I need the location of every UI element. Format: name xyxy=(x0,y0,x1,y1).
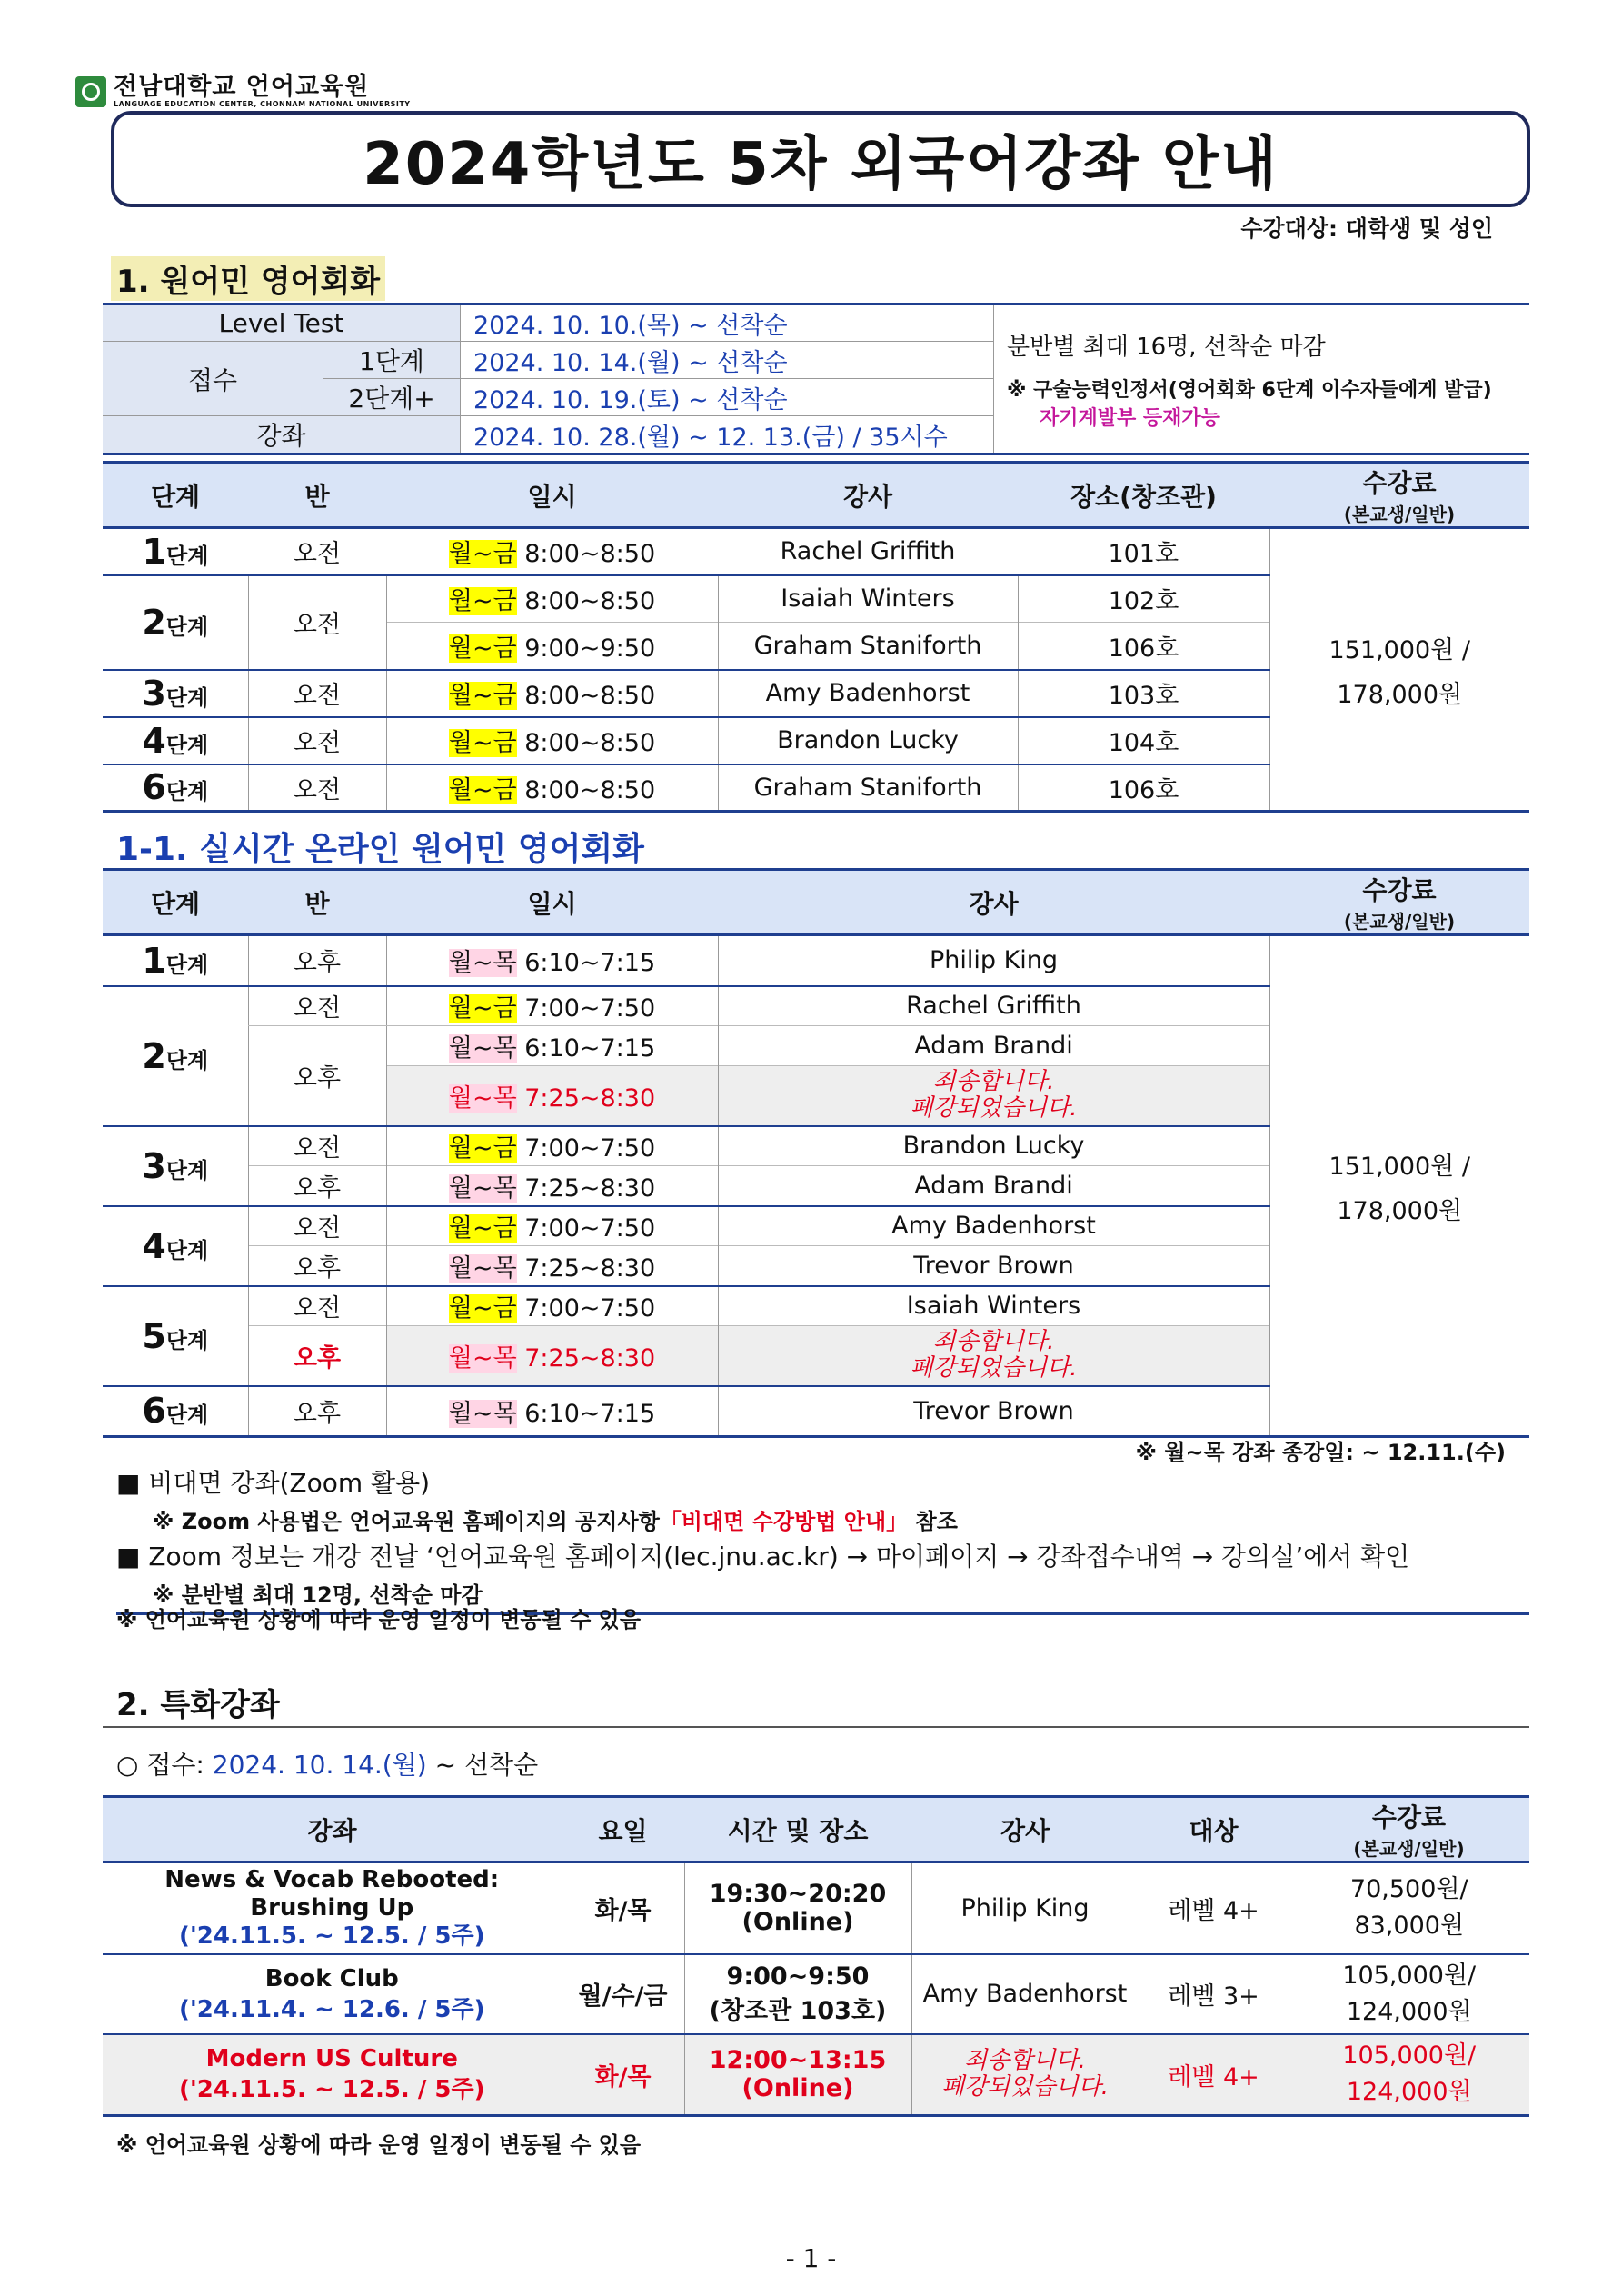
sec1-notes xyxy=(994,304,1530,454)
day-cell: 화/목 xyxy=(562,2034,684,2116)
level-cell: 6단계 xyxy=(142,1391,209,1432)
class-cell: 오후 xyxy=(248,1386,386,1437)
room-cell: 101호 xyxy=(1108,540,1179,569)
fee-cell: 70,500원/ 83,000원 xyxy=(1289,1862,1529,1954)
registration-label: 접수 xyxy=(103,342,323,416)
teacher-cell: Brandon Lucky xyxy=(718,717,1018,764)
teacher-cell: Adam Brandi xyxy=(718,1166,1269,1206)
class-cell: 오전 xyxy=(248,986,386,1026)
day-cell: 화/목 xyxy=(562,1862,684,1954)
teacher-cell: Philip King xyxy=(911,1862,1139,1954)
zoom-info-bullet: ■ Zoom 정보는 개강 전날 ‘언어교육원 홈페이지(lec.jnu.ac.kr) → 마이페이지 → 강좌접수내역 → 강의실’에서 확인 xyxy=(116,1542,1410,1572)
level-cell: 4단계 xyxy=(103,1206,248,1286)
schedule-cell: 월~목 6:10~7:15 xyxy=(386,935,718,986)
time-place-cell: 19:30~20:20 (Online) xyxy=(684,1862,911,1954)
room-cell: 102호 xyxy=(1018,575,1269,623)
target-cell: 레벨 4+ xyxy=(1139,2034,1289,2116)
level-cell: 3단계 xyxy=(142,673,209,714)
fee-header: 수강료 xyxy=(1362,468,1437,498)
table-row-cancelled xyxy=(103,2034,1529,2116)
schedule-change-note: ※ 언어교육원 상황에 따라 운영 일정이 변동될 수 있음 xyxy=(116,1607,642,1632)
fee-header: 수강료 xyxy=(1371,1802,1447,1832)
room-cell: 103호 xyxy=(1018,670,1269,717)
teacher-cell: Amy Badenhorst xyxy=(911,1954,1139,2034)
time-place-cell: 12:00~13:15 (Online) xyxy=(684,2034,911,2116)
page-title: 2024학년도 5차 외국어강좌 안내 xyxy=(111,111,1530,207)
teacher-cell: Amy Badenhorst xyxy=(718,1206,1269,1246)
class-cell: 오후 xyxy=(248,1166,386,1206)
class-size-note: 분반별 최대 16명, 선착순 마감 xyxy=(1007,333,1326,361)
target-cell: 레벨 4+ xyxy=(1139,1862,1289,1954)
schedule-cell: 월~목 7:25~8:30 xyxy=(386,1326,718,1386)
cancelled-notice: 죄송합니다. 폐강되었습니다. xyxy=(911,2034,1139,2116)
fee-cell xyxy=(1269,528,1529,812)
schedule-cell: 월~금 9:00~9:50 xyxy=(386,623,718,670)
logo-title: 전남대학교 언어교육원 xyxy=(114,73,370,101)
page-number: - 1 - xyxy=(785,2243,837,2273)
class-cell: 오후 xyxy=(248,1326,386,1386)
table-row xyxy=(103,528,1529,575)
schedule-change-note-2: ※ 언어교육원 상황에 따라 운영 일정이 변동될 수 있음 xyxy=(116,2132,642,2158)
teacher-cell: Adam Brandi xyxy=(718,1026,1269,1066)
col-class: 반 xyxy=(248,463,386,528)
col-schedule: 일시 xyxy=(386,463,718,528)
online-class-size-note: ※ 분반별 최대 12명, 선착순 마감 xyxy=(153,1582,483,1608)
fee-header-sub: (본교생/일반) xyxy=(1343,504,1456,525)
fee-cell xyxy=(1269,935,1529,1437)
course-cell: News & Vocab Rebooted: Brushing Up ('24.11.5. ~ 12.5. / 5주) xyxy=(164,1865,500,1950)
table-row xyxy=(103,1954,1529,2034)
col-day: 요일 xyxy=(562,1797,684,1862)
schedule-cell: 월~금 8:00~8:50 xyxy=(448,540,656,569)
schedule-cell: 월~목 7:25~8:30 xyxy=(386,1166,718,1206)
teacher-cell: Isaiah Winters xyxy=(718,1286,1269,1326)
certificate-note: ※ 구술능력인정서(영어회화 6단계 이수자들에게 발급) xyxy=(1007,378,1492,402)
fee-header-sub: (본교생/일반) xyxy=(1343,911,1456,933)
sec1-schedule-table xyxy=(103,461,1529,813)
section2-rule xyxy=(103,1726,1529,1728)
col-teacher: 강사 xyxy=(718,463,1018,528)
reg-stage1-date: 2024. 10. 14.(월) ~ 선착순 xyxy=(461,342,994,379)
course-period-value: 2024. 10. 28.(월) ~ 12. 13.(금) / 35시수 xyxy=(461,416,994,454)
schedule-cell: 월~목 6:10~7:15 xyxy=(386,1026,718,1066)
col-course: 강좌 xyxy=(103,1797,562,1862)
sec1-info-table xyxy=(103,303,1529,455)
course-period-label: 강좌 xyxy=(103,416,461,454)
cancelled-notice: 죄송합니다. 폐강되었습니다. xyxy=(718,1066,1269,1126)
room-cell: 106호 xyxy=(1018,623,1269,670)
section1-1-heading: 1-1. 실시간 온라인 원어민 영어회화 xyxy=(116,831,644,868)
schedule-cell: 월~금 7:00~7:50 xyxy=(386,986,718,1026)
class-cell: 오전 xyxy=(248,717,386,764)
schedule-cell: 월~목 7:25~8:30 xyxy=(386,1066,718,1126)
level-test-date: 2024. 10. 10.(목) ~ 선착순 xyxy=(461,304,994,342)
col-teacher: 강사 xyxy=(911,1797,1139,1862)
col-target: 대상 xyxy=(1139,1797,1289,1862)
level-cell: 2단계 xyxy=(103,986,248,1126)
col-fee xyxy=(1269,870,1529,935)
level-cell: 1단계 xyxy=(142,940,209,981)
level-cell: 3단계 xyxy=(103,1126,248,1206)
schedule-cell: 월~금 8:00~8:50 xyxy=(386,764,718,812)
teacher-cell: Brandon Lucky xyxy=(718,1126,1269,1166)
zoom-usage-note: ※ Zoom 사용법은 언어교육원 홈페이지의 공지사항「비대면 수강방법 안내」 참조 xyxy=(153,1509,958,1534)
cancelled-notice: 죄송합니다. 폐강되었습니다. xyxy=(718,1326,1269,1386)
col-time-place: 시간 및 장소 xyxy=(684,1797,911,1862)
online-notes xyxy=(116,1463,1529,1615)
teacher-cell: Trevor Brown xyxy=(718,1246,1269,1286)
fee-line1: 151,000원 / xyxy=(1328,635,1470,664)
target-audience: 수강대상: 대학생 및 성인 xyxy=(1240,215,1493,242)
reg-stage2-date: 2024. 10. 19.(토) ~ 선착순 xyxy=(461,379,994,416)
level-cell: 1단계 xyxy=(142,531,209,572)
class-cell: 오전 xyxy=(248,764,386,812)
fee-header: 수강료 xyxy=(1362,875,1437,905)
level-cell: 6단계 xyxy=(142,767,209,808)
teacher-cell: Philip King xyxy=(718,935,1269,986)
fee-cell: 105,000원/ 124,000원 xyxy=(1289,2034,1529,2116)
end-date-note: ※ 월~목 강좌 종강일: ~ 12.11.(수) xyxy=(1135,1440,1506,1465)
class-cell: 오후 xyxy=(248,935,386,986)
schedule-cell: 월~금 8:00~8:50 xyxy=(386,575,718,623)
special-course-table xyxy=(103,1795,1529,2117)
class-cell: 오전 xyxy=(248,1126,386,1166)
teacher-cell: Rachel Griffith xyxy=(718,986,1269,1026)
schedule-cell: 월~금 8:00~8:50 xyxy=(386,717,718,764)
class-cell: 오후 xyxy=(248,1026,386,1126)
logo-subtitle: LANGUAGE EDUCATION CENTER, CHONNAM NATIONAL UNIVERSITY xyxy=(114,100,411,108)
level-cell: 5단계 xyxy=(103,1286,248,1386)
fee-cell: 105,000원/ 124,000원 xyxy=(1289,1954,1529,2034)
university-emblem-icon xyxy=(75,76,106,107)
reg-stage1-label: 1단계 xyxy=(323,342,461,379)
time-place-cell: 9:00~9:50 (창조관 103호) xyxy=(684,1954,911,2034)
class-cell: 오후 xyxy=(248,1246,386,1286)
fee-header-sub: (본교생/일반) xyxy=(1353,1838,1465,1860)
target-cell: 레벨 3+ xyxy=(1139,1954,1289,2034)
reg-stage2-label: 2단계+ xyxy=(323,379,461,416)
schedule-cell: 월~금 7:00~7:50 xyxy=(386,1206,718,1246)
col-class: 반 xyxy=(248,870,386,935)
col-fee xyxy=(1269,463,1529,528)
class-cell: 오전 xyxy=(248,575,386,670)
fee-line1: 151,000원 / xyxy=(1328,1152,1470,1181)
zoom-bullet: ■ 비대면 강좌(Zoom 활용) xyxy=(116,1468,431,1498)
course-cell: Modern US Culture ('24.11.5. ~ 12.5. / 5주) xyxy=(178,2045,485,2104)
fee-line2: 178,000원 xyxy=(1337,680,1463,709)
table-row xyxy=(103,935,1529,986)
col-fee xyxy=(1289,1797,1529,1862)
level-cell: 2단계 xyxy=(103,575,248,670)
fee-line2: 178,000원 xyxy=(1337,1196,1463,1225)
table-row xyxy=(103,1862,1529,1954)
schedule-cell: 월~목 6:10~7:15 xyxy=(386,1386,718,1437)
class-cell: 오전 xyxy=(293,540,342,569)
schedule-cell: 월~금 7:00~7:50 xyxy=(386,1126,718,1166)
schedule-cell: 월~금 7:00~7:50 xyxy=(386,1286,718,1326)
teacher-cell: Trevor Brown xyxy=(718,1386,1269,1437)
teacher-cell: Graham Staniforth xyxy=(718,764,1018,812)
level-test-label: Level Test xyxy=(103,304,461,342)
room-cell: 106호 xyxy=(1018,764,1269,812)
teacher-cell: Isaiah Winters xyxy=(718,575,1018,623)
teacher-cell: Graham Staniforth xyxy=(718,623,1018,670)
level-cell: 4단계 xyxy=(142,720,209,761)
col-level: 단계 xyxy=(103,870,248,935)
teacher-cell: Rachel Griffith xyxy=(780,537,956,566)
special-registration: ○ 접수: 2024. 10. 14.(월) ~ 선착순 xyxy=(116,1750,539,1780)
col-teacher: 강사 xyxy=(718,870,1269,935)
schedule-cell: 월~목 7:25~8:30 xyxy=(386,1246,718,1286)
zoom-guide-link[interactable]: 「비대면 수강방법 안내」 xyxy=(659,1509,909,1534)
class-cell: 오전 xyxy=(248,1286,386,1326)
online-schedule-table xyxy=(103,868,1529,1438)
section1-heading: 1. 원어민 영어회화 xyxy=(111,256,385,301)
teacher-cell: Amy Badenhorst xyxy=(718,670,1018,717)
col-schedule: 일시 xyxy=(386,870,718,935)
course-cell: Book Club ('24.11.4. ~ 12.6. / 5주) xyxy=(178,1964,485,2023)
class-cell: 오전 xyxy=(248,1206,386,1246)
day-cell: 월/수/금 xyxy=(562,1954,684,2034)
col-room: 장소(창조관) xyxy=(1018,463,1269,528)
col-level: 단계 xyxy=(103,463,248,528)
class-cell: 오전 xyxy=(248,670,386,717)
room-cell: 104호 xyxy=(1018,717,1269,764)
schedule-cell: 월~금 8:00~8:50 xyxy=(386,670,718,717)
logo xyxy=(75,75,411,108)
section2-heading: 2. 특화강좌 xyxy=(116,1687,280,1723)
self-development-note: 자기계발부 등재가능 xyxy=(1040,406,1220,430)
